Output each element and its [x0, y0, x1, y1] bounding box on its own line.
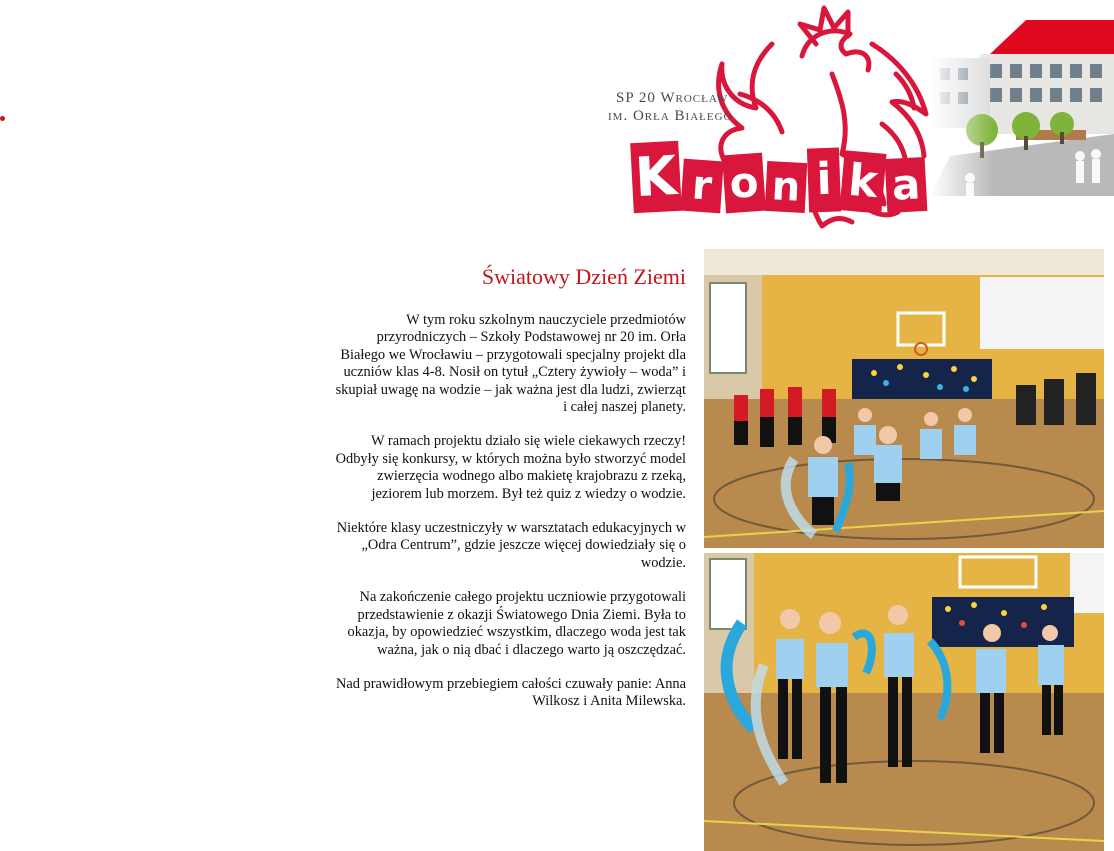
school-name-line1: SP 20 Wrocław: [616, 90, 729, 106]
photo-dance-performance-2[interactable]: [704, 553, 1104, 851]
logo-letter: k: [839, 150, 886, 213]
gym-photo-image: [704, 553, 1104, 851]
header-banner[interactable]: [600, 0, 1114, 240]
logo-letter: i: [807, 147, 841, 212]
photo-dance-performance-1[interactable]: [704, 249, 1104, 548]
logo-letter: n: [765, 161, 808, 213]
logo-letter: a: [885, 157, 928, 213]
school-building-illustration: [930, 6, 1114, 196]
article-paragraph: Niektóre klasy uczestniczyły w warsztatach edukacyjnych w „Odra Centrum”, gdzie jeszcze więcej dowiedziały się o wodzie.: [336, 520, 686, 571]
gym-photo-image: [704, 249, 1104, 548]
article-paragraph: Na zakończenie całego projektu uczniowie przygotowali przedstawienie z okazji Światowego Dnia Ziemi. Była to okazja, by opowiedzieć wszystkim, dlaczego woda jest tak ważna, jak o nią dbać i dlaczego warto ją oszczędzać.: [347, 589, 686, 658]
red-dot-marker: [0, 116, 5, 121]
kronika-logo: [632, 136, 928, 212]
article-paragraph: W ramach projektu działo się wiele ciekawych rzeczy! Odbyły się konkursy, w których można było stworzyć model zwierzęcia wodnego albo makietę krajobrazu z rzeką, jeziorem lub morzem. Był też quiz z wiedzy o wodzie.: [335, 433, 686, 502]
article-paragraph: Nad prawidłowym przebiegiem całości czuwały panie: Anna Wilkosz i Anita Milewska.: [335, 675, 686, 710]
article-title: Światowy Dzień Ziemi: [481, 264, 686, 289]
article-paragraph: W tym roku szkolnym nauczyciele przedmiotów przyrodniczych – Szkoły Podstawowej nr 20 im. Orła Białego we Wrocławiu – przygotowali specjalny projekt dla uczniów klas 4-8. Nosił on tytuł „Cztery żywioły – woda” i skupiał uwagę na wodzie – jak ważna jest dla ludzi, zwierząt i całej naszej planety.: [335, 312, 686, 416]
logo-letter: o: [722, 153, 766, 214]
logo-letter: K: [630, 141, 682, 213]
school-name-line2: im. Orła Białego: [608, 108, 733, 124]
logo-letter: r: [680, 159, 724, 214]
article: [330, 262, 686, 728]
